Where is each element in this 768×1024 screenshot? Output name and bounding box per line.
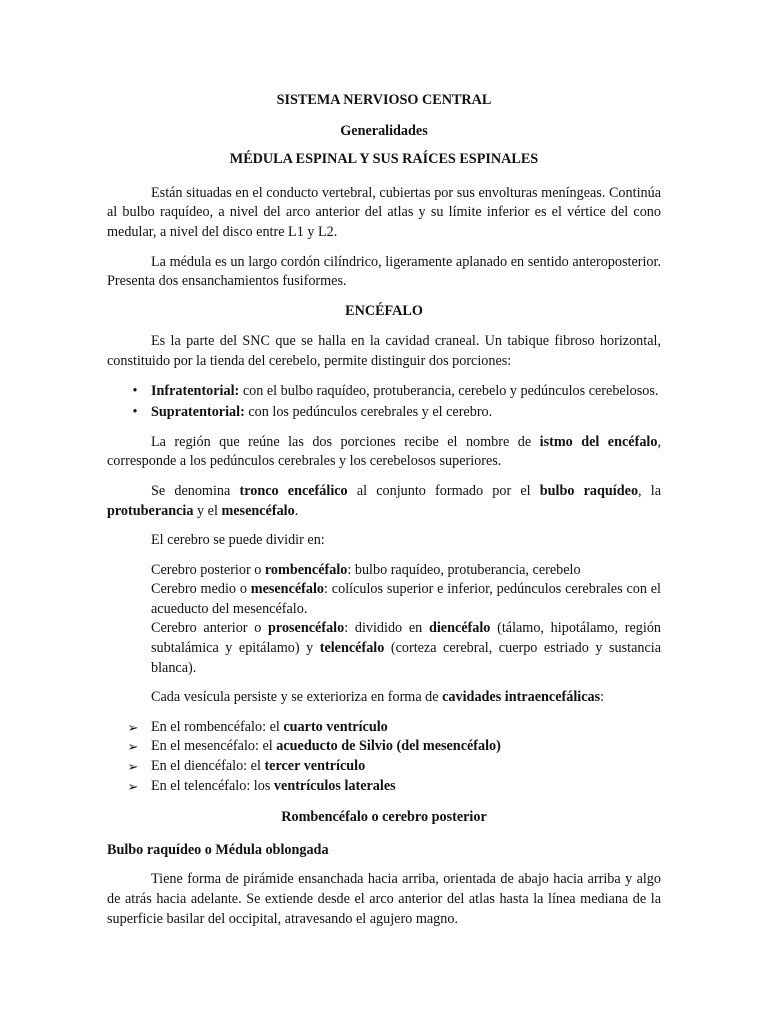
text-run: al conjunto formado por el	[347, 482, 540, 499]
bold-term: tronco encefálico	[239, 482, 348, 499]
subsection-heading-rombencefalo: Rombencéfalo o cerebro posterior	[281, 809, 487, 826]
text-run: En el mesencéfalo: el	[151, 738, 277, 755]
paragraph-cerebro-division: El cerebro se puede dividir en:	[151, 532, 325, 549]
bold-term: telencéfalo	[319, 640, 385, 657]
section-heading-bulbo: Bulbo raquídeo o Médula oblongada	[107, 841, 329, 858]
cerebro-divisions-list	[107, 561, 661, 679]
bold-term: cuarto ventrículo	[283, 718, 388, 735]
list-item	[107, 619, 661, 678]
list-item-term: Supratentorial:	[151, 404, 245, 421]
text-run: : bulbo raquídeo, protuberancia, cerebelo	[347, 561, 581, 578]
text-run: Cerebro anterior o	[151, 620, 269, 637]
text-run: Cada vesícula persiste y se exterioriza en forma de	[151, 689, 443, 706]
text-run: :	[600, 689, 605, 706]
document-title: SISTEMA NERVIOSO CENTRAL	[276, 92, 492, 108]
list-item	[107, 382, 661, 402]
arrow-bullet-icon: ➢	[127, 719, 139, 735]
list-item	[107, 737, 661, 757]
list-item	[107, 403, 661, 423]
bold-term: mesencéfalo	[221, 502, 295, 519]
list-item-text: con el bulbo raquídeo, protuberancia, cerebelo y pedúnculos cerebelosos.	[239, 382, 659, 399]
bold-term: istmo del encéfalo	[539, 433, 658, 450]
bold-term: diencéfalo	[428, 620, 491, 637]
text-run: , corresponde a los pedúnculos cerebrales y los cerebelosos superiores.	[107, 433, 661, 470]
text-run: : dividido en	[344, 620, 429, 637]
bold-term: acueducto de Silvio (del mesencéfalo)	[276, 738, 501, 755]
list-item	[107, 718, 661, 738]
bold-term: bulbo raquídeo	[539, 482, 639, 499]
cavities-list	[107, 718, 661, 796]
paragraph-medula-shape: La médula es un largo cordón cilíndrico, ligeramente aplanado en sentido anteroposterior. Presenta dos ensanchamientos fusiformes.	[107, 253, 661, 290]
document-subtitle: Generalidades	[340, 122, 428, 139]
text-run: La región que reúne las dos porciones recibe el nombre de	[151, 433, 540, 450]
text-run: Se denomina	[151, 482, 240, 499]
bullet-icon: •	[132, 382, 138, 399]
text-run: .	[294, 502, 299, 519]
paragraph-istmo	[107, 433, 661, 472]
text-run: y el	[193, 502, 222, 519]
bullet-icon: •	[132, 404, 138, 421]
list-item	[107, 777, 661, 797]
paragraph-medula-location: Están situadas en el conducto vertebral, cubiertas por sus envolturas meníngeas. Continúa al bulbo raquídeo, a nivel del arco anterior del atlas y su límite inferior es el vértice del cono medular, a nivel del disco entre L1 y L2.	[107, 184, 661, 240]
text-run: : colículos superior e inferior, pedúnculos cerebrales con el acueducto del mesencéfalo.	[151, 581, 661, 617]
paragraph-vesicula	[107, 688, 661, 708]
document-page	[107, 91, 661, 939]
text-run: Cerebro medio o	[151, 581, 251, 598]
list-item	[107, 561, 661, 581]
paragraph-encefalo-intro: Es la parte del SNC que se halla en la cavidad craneal. Un tabique fibroso horizontal, constituido por la tienda del cerebelo, permite distinguir dos porciones:	[107, 333, 661, 369]
text-run: En el telencéfalo: los	[151, 777, 274, 794]
paragraph-bulbo: Tiene forma de pirámide ensanchada hacia arriba, orientada de abajo hacia arriba y algo de atrás hacia adelante. Se extiende desde el arco anterior del atlas hasta la línea mediana de la superficie basilar del occipital, atravesando el agujero magno.	[107, 871, 661, 927]
bold-term: tercer ventrículo	[264, 758, 366, 775]
bold-term: rombencéfalo	[264, 561, 348, 578]
bold-term: ventrículos laterales	[273, 777, 396, 794]
arrow-bullet-icon: ➢	[127, 778, 139, 794]
arrow-bullet-icon: ➢	[127, 739, 139, 755]
list-item-term: Infratentorial:	[151, 382, 240, 399]
text-run: En el rombencéfalo: el	[151, 718, 284, 735]
text-run: En el diencéfalo: el	[151, 758, 265, 775]
list-item-text: con los pedúnculos cerebrales y el cerebro.	[244, 404, 493, 421]
paragraph-tronco	[107, 482, 661, 521]
arrow-bullet-icon: ➢	[127, 759, 139, 775]
bold-term: cavidades intraencefálicas	[442, 689, 601, 706]
text-run: Cerebro posterior o	[151, 561, 265, 578]
text-run: , la	[638, 482, 661, 499]
text-run: (corteza cerebral, cuerpo estriado y sustancia blanca).	[151, 640, 661, 676]
bold-term: mesencéfalo	[250, 581, 325, 598]
text-run: (tálamo, hipotálamo, región subtalámica y epitálamo) y	[151, 620, 662, 657]
list-item	[107, 580, 661, 619]
bold-term: prosencéfalo	[268, 620, 345, 637]
list-item	[107, 757, 661, 777]
section-heading-medula: MÉDULA ESPINAL Y SUS RAÍCES ESPINALES	[229, 151, 539, 168]
bold-term: protuberancia	[107, 502, 194, 519]
section-heading-encefalo: ENCÉFALO	[345, 302, 423, 319]
portions-list	[107, 382, 661, 423]
